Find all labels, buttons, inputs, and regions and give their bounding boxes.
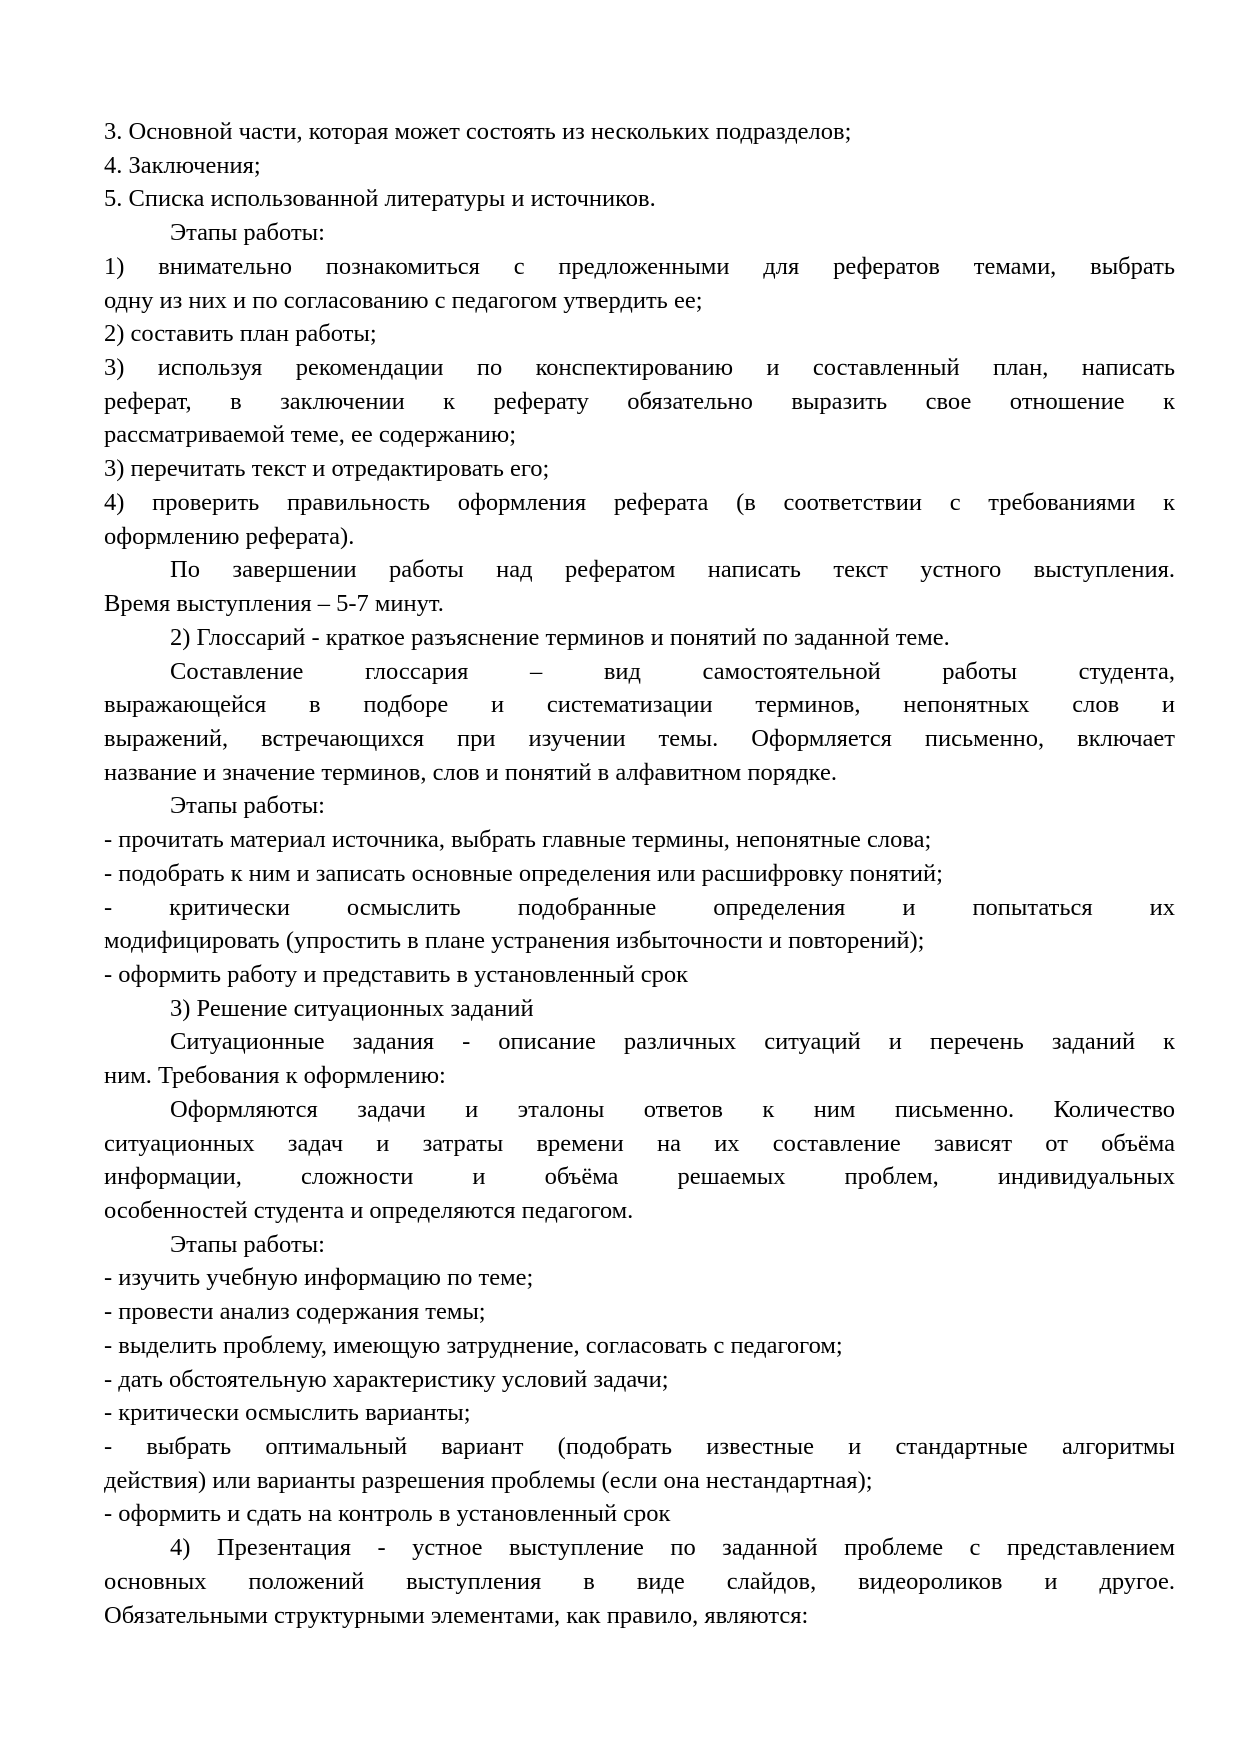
text-line: - выделить проблему, имеющую затруднение, согласовать с педагогом; [104, 1331, 843, 1359]
text-line: 3) используя рекомендации по конспектированию и составленный план, написать [104, 354, 1175, 382]
text-line: Этапы работы: [170, 219, 325, 247]
text-line: 5. Списка использованной литературы и источников. [104, 185, 656, 213]
text-line: 4. Заключения; [104, 151, 261, 179]
text-line: Время выступления – 5-7 минут. [104, 590, 444, 618]
text-line: Этапы работы: [170, 1230, 325, 1258]
text-line: рассматриваемой теме, ее содержанию; [104, 421, 517, 449]
text-line: - изучить учебную информацию по теме; [104, 1264, 534, 1292]
text-line: - критически осмыслить подобранные определения и попытаться их [104, 893, 1175, 921]
text-line: особенностей студента и определяются педагогом. [104, 1197, 634, 1224]
text-line: выражений, встречающихся при изучении темы. Оформляется письменно, включает [104, 724, 1175, 752]
text-line: - оформить работу и представить в установленный срок [104, 960, 689, 988]
text-line: Обязательными структурными элементами, как правило, являются: [104, 1601, 809, 1629]
text-line: - критически осмыслить варианты; [104, 1399, 471, 1427]
text-line: основных положений выступления в виде слайдов, видеороликов и другое. [104, 1567, 1175, 1595]
text-line: 2) Глоссарий - краткое разъяснение терминов и понятий по заданной теме. [170, 623, 950, 651]
text-line: 4) Презентация - устное выступление по заданной проблеме с представлением [170, 1534, 1175, 1562]
text-line: выражающейся в подборе и систематизации терминов, непонятных слов и [104, 691, 1175, 719]
text-line: информации, сложности и объёма решаемых проблем, индивидуальных [104, 1163, 1175, 1191]
text-line: название и значение терминов, слов и понятий в алфавитном порядке. [104, 758, 837, 786]
text-line: ним. Требования к оформлению: [104, 1062, 446, 1090]
text-line: Ситуационные задания - описание различных ситуаций и перечень заданий к [170, 1028, 1175, 1056]
text-line: 3. Основной части, которая может состоять из нескольких подразделов; [104, 118, 852, 145]
text-line: - оформить и сдать на контроль в установленный срок [104, 1500, 671, 1528]
text-line: оформлению реферата). [104, 522, 355, 550]
text-line: действия) или варианты разрешения проблемы (если она нестандартная); [104, 1466, 873, 1494]
text-line: По завершении работы над рефератом написать текст устного выступления. [170, 556, 1175, 584]
text-line: - дать обстоятельную характеристику условий задачи; [104, 1365, 669, 1393]
text-line: ситуационных задач и затраты времени на их составление зависят от объёма [104, 1129, 1175, 1157]
text-line: 4) проверить правильность оформления реферата (в соответствии с требованиями к [104, 488, 1175, 516]
text-line: модифицировать (упростить в плане устранения избыточности и повторений); [104, 927, 925, 955]
text-line: реферат, в заключении к реферату обязательно выразить свое отношение к [104, 387, 1175, 415]
text-line: 3) Решение ситуационных заданий [170, 994, 534, 1022]
text-line: 1) внимательно познакомиться с предложенными для рефератов темами, выбрать [104, 252, 1175, 280]
text-line: Составление глоссария – вид самостоятельной работы студента, [170, 657, 1175, 685]
document-body [104, 115, 1175, 1632]
text-line: 2) составить план работы; [104, 320, 377, 348]
text-line: 3) перечитать текст и отредактировать его; [104, 455, 550, 483]
text-line: - провести анализ содержания темы; [104, 1298, 486, 1326]
text-line: - прочитать материал источника, выбрать главные термины, непонятные слова; [104, 826, 932, 854]
text-line: одну из них и по согласованию с педагогом утвердить ее; [104, 286, 703, 314]
text-line: - выбрать оптимальный вариант (подобрать известные и стандартные алгоритмы [104, 1433, 1175, 1461]
text-line: Этапы работы: [170, 792, 325, 820]
text-line: - подобрать к ним и записать основные определения или расшифровку понятий; [104, 859, 943, 887]
text-line: Оформляются задачи и эталоны ответов к ним письменно. Количество [170, 1095, 1175, 1123]
